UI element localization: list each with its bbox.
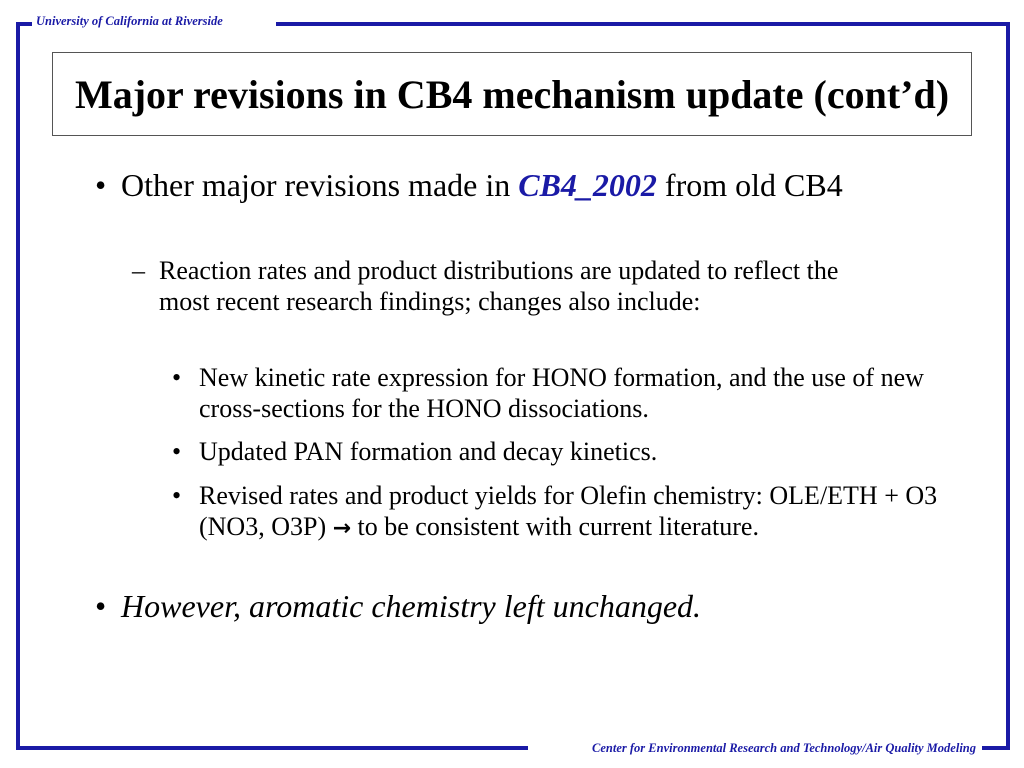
sub-sub-bullet-item — [172, 362, 942, 424]
dash-marker: – — [132, 256, 145, 285]
frame-bottom-right — [982, 746, 1010, 750]
right-arrow-icon: → — [332, 516, 352, 541]
sub-sub-bullet-text-tail: to be consistent with current literature. — [357, 512, 759, 541]
slide-title-box — [52, 52, 972, 136]
sub-bullet-item — [132, 255, 852, 317]
bullet-text: However, aromatic chemistry left unchanged. — [121, 588, 702, 624]
bullet-text: Other major revisions made in — [121, 167, 511, 203]
header-institution: University of California at Riverside — [36, 14, 223, 28]
sub-bullet-text: Reaction rates and product distributions are updated to reflect the most recent research findings; changes also include: — [159, 256, 839, 316]
frame-top-right — [276, 22, 1010, 26]
bullet-marker: • — [172, 363, 182, 392]
sub-sub-bullet-text: New kinetic rate expression for HONO formation, and the use of new cross-sections for the HONO dissociations. — [199, 363, 924, 423]
bullet-item — [95, 169, 895, 202]
sub-sub-bullet-item — [172, 480, 942, 544]
frame-bottom-left — [16, 746, 528, 750]
footer-center-name: Center for Environmental Research and Technology/Air Quality Modeling — [592, 741, 976, 755]
bullet-marker: • — [172, 437, 182, 466]
bullet-item — [95, 590, 895, 623]
bullet-marker: • — [172, 481, 182, 510]
sub-sub-bullet-text: Revised rates and product yields for Olefin chemistry: OLE/ETH + O3 (NO3, O3P) — [199, 481, 938, 541]
sub-sub-bullet-item — [172, 436, 942, 467]
frame-left — [16, 22, 20, 750]
frame-right — [1006, 22, 1010, 750]
bullet-text-tail: from old CB4 — [664, 167, 843, 203]
cb4-2002-highlight: CB4_2002 — [518, 167, 657, 203]
slide-title: Major revisions in CB4 mechanism update (cont’d) — [74, 71, 950, 117]
sub-sub-bullet-text: Updated PAN formation and decay kinetics. — [199, 437, 658, 466]
bullet-marker: • — [95, 588, 107, 624]
bullet-marker: • — [95, 167, 107, 203]
